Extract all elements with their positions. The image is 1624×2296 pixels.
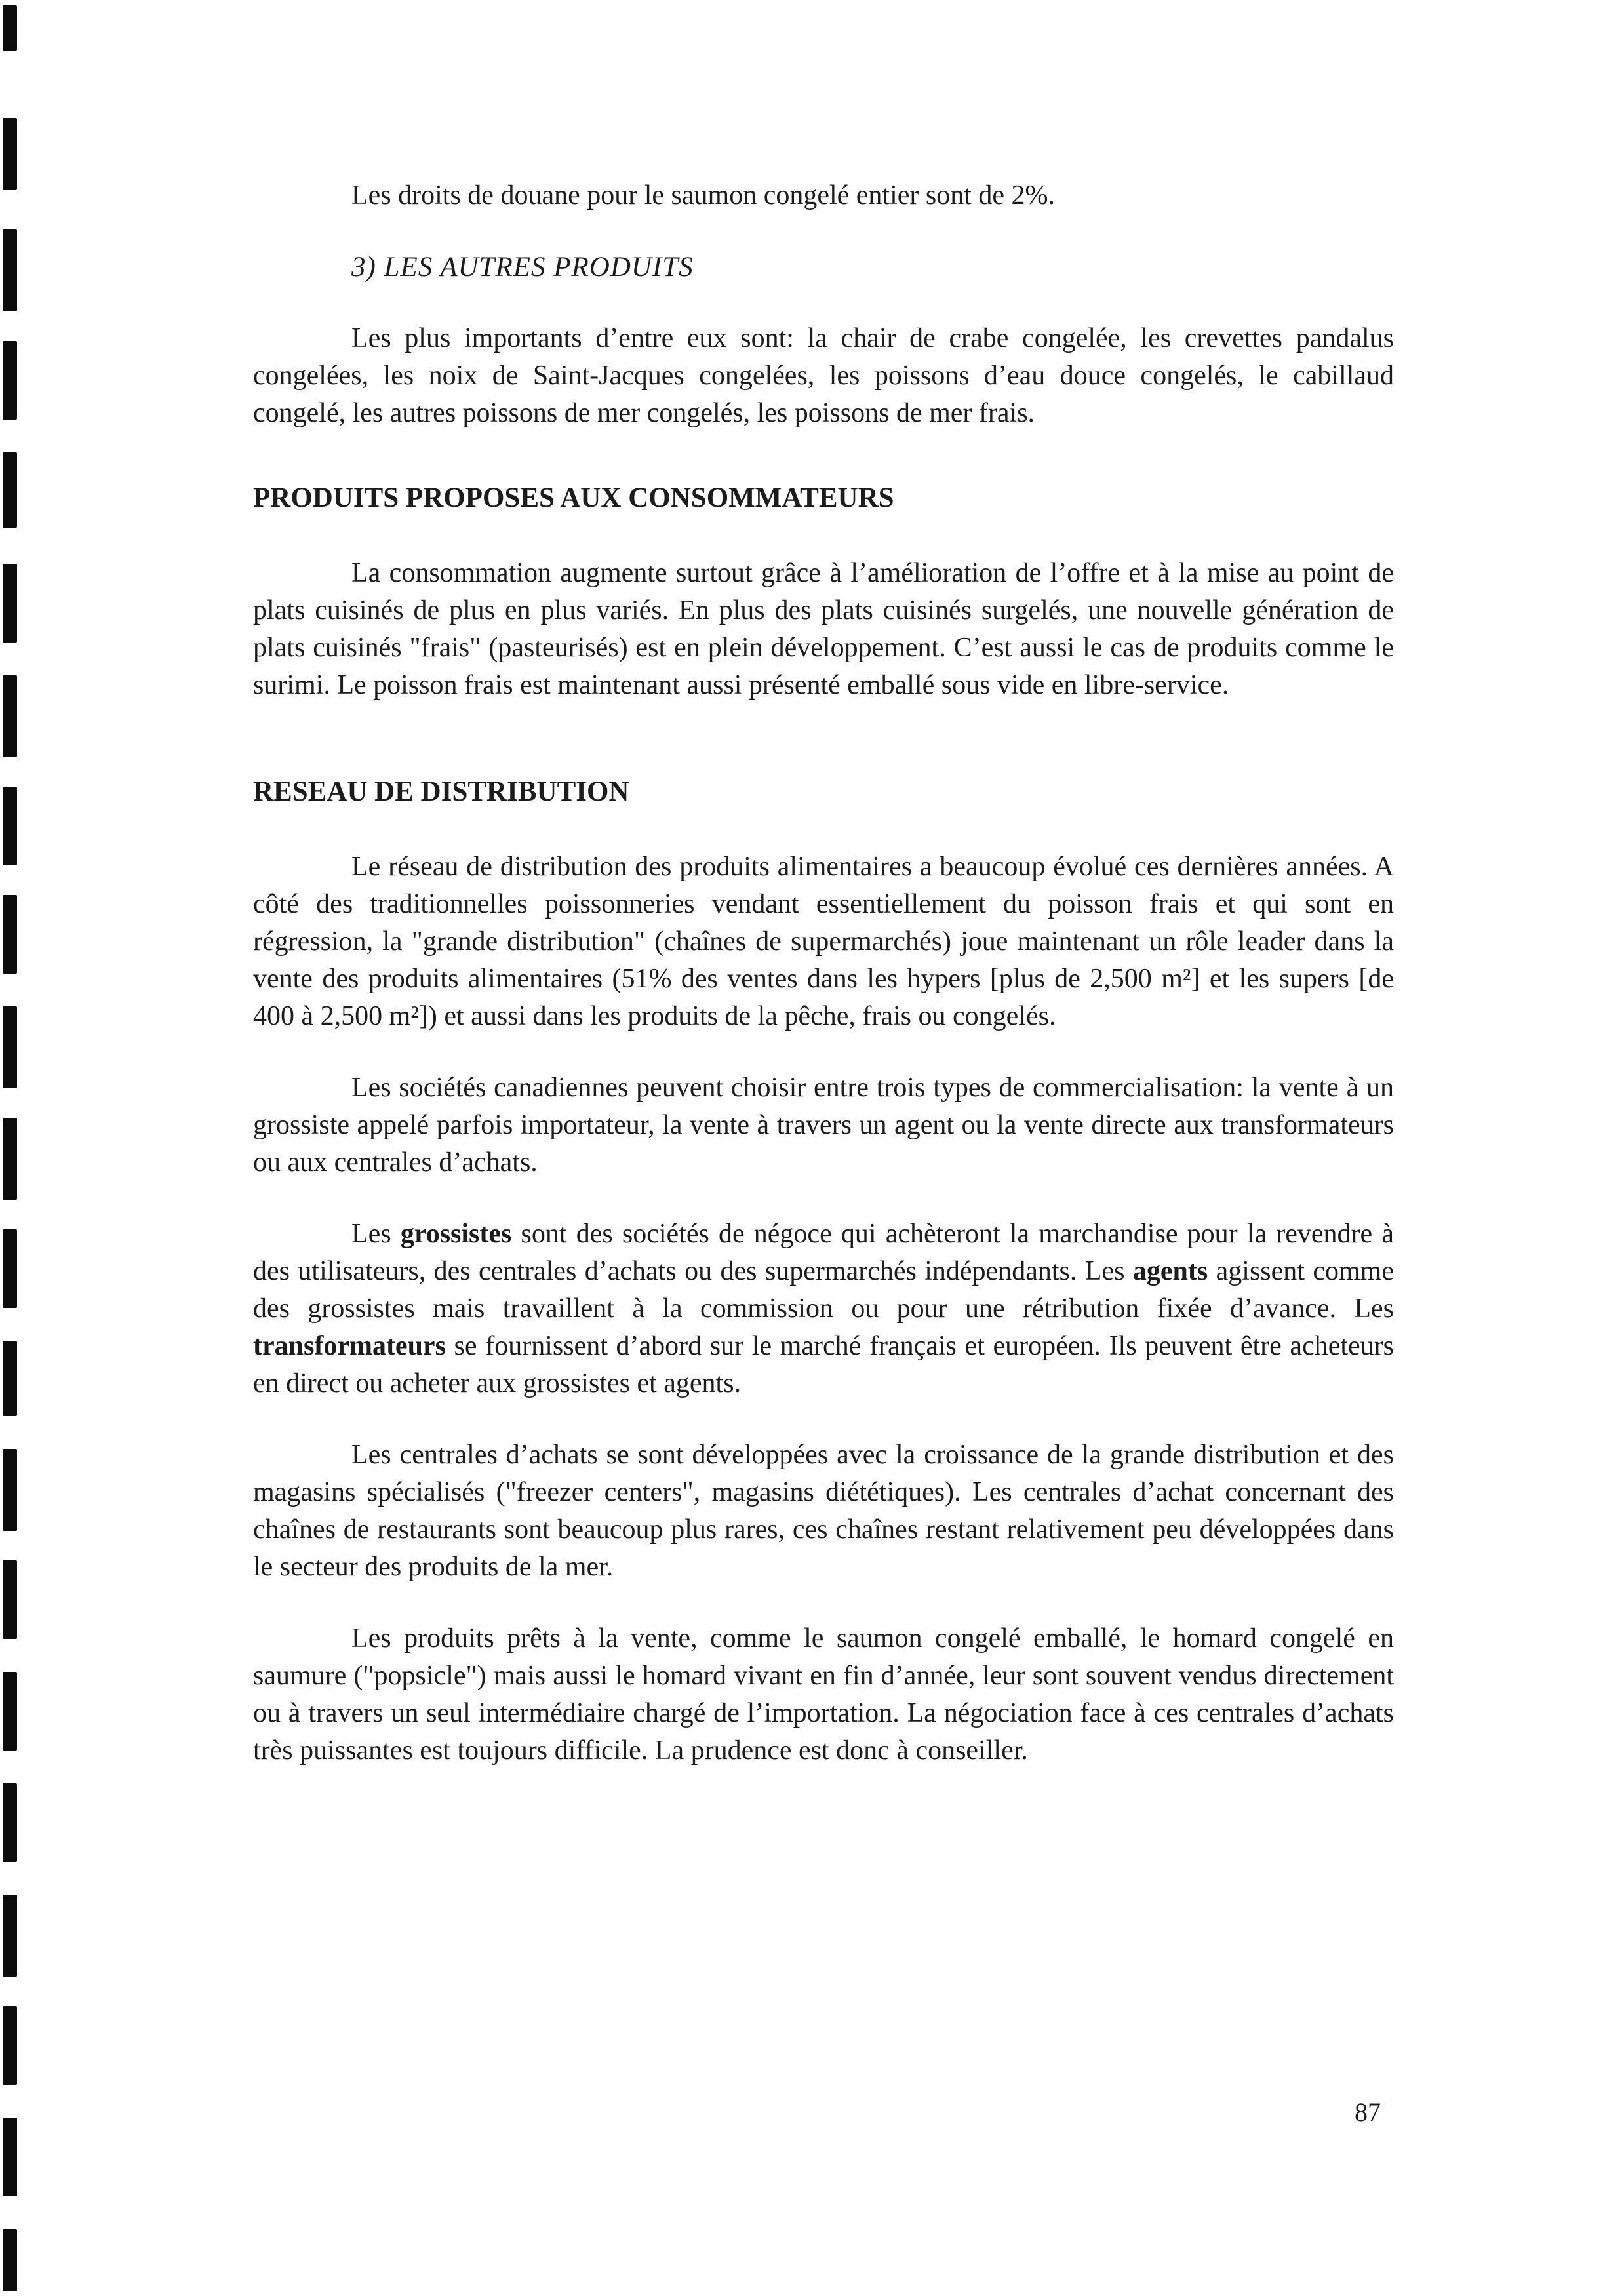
binding-hole [3, 5, 17, 51]
produits-paragraph: La consommation augmente surtout grâce à l’amélioration de l’offre et à la mise au point de plats cuisinés de plus en plus variés. En plus des plats cuisinés surgelés, une nouvelle génération de plats cuisinés "frais" (pasteurisés) est en plein développement. C’est aussi le cas de produits comme le surimi. Le poisson frais est maintenant aussi présenté emballé sous vide en libre-service. [253, 558, 1394, 700]
document-page [253, 177, 1394, 1770]
binding-hole [3, 2229, 17, 2291]
binding-hole [3, 1560, 17, 1639]
binding-hole [3, 229, 17, 311]
binding-hole [3, 2118, 17, 2196]
section-title-produits: PRODUITS PROPOSES AUX CONSOMMATEURS [253, 483, 894, 513]
reseau-paragraph-5: Les produits prêts à la vente, comme le saumon congelé emballé, le homard congelé en saumure ("popsicle") mais aussi le homard vivant en fin d’année, leur sont souvent vendus directement ou à travers un seul intermédiaire chargé de l’importation. La négociation face à ces centrales d’achats très puissantes est toujours difficile. La prudence est donc à conseiller. [253, 1623, 1394, 1766]
binding-hole [3, 118, 17, 190]
binding-hole [3, 1895, 17, 1977]
binding-hole [3, 2006, 17, 2085]
reseau-paragraph-2: Les sociétés canadiennes peuvent choisir entre trois types de commercialisation: la vente à un grossiste appelé parfois importateur, la vente à travers un agent ou la vente directe aux transformateurs ou aux centrales d’achats. [253, 1073, 1394, 1178]
reseau-paragraph-3: Les grossistes sont des sociétés de négoce qui achèteront la marchandise pour la revendre à des utilisateurs, des centrales d’achats ou des supermarchés indépendants. Les agents agissent comme des grossistes mais travaillent à la commission ou pour une rétribution fixée d’avance. Les transformateurs se fournissent d’abord sur le marché français et européen. Ils peuvent être acheteurs en direct ou acheter aux grossistes et agents. [253, 1219, 1394, 1398]
subsection-title: 3) LES AUTRES PRODUITS [351, 252, 694, 283]
binding-hole [3, 564, 17, 643]
binding-hole [3, 1229, 17, 1308]
reseau-paragraph-4: Les centrales d’achats se sont développées avec la croissance de la grande distribution et des magasins spécialisés ("freezer centers", magasins diététiques). Les centrales d’achat concernant des chaînes de restaurants sont beaucoup plus rares, ces chaînes restant relativement peu développées dans le secteur des produits de la mer. [253, 1440, 1394, 1582]
binding-hole [3, 1341, 17, 1416]
binding-hole [3, 1118, 17, 1200]
binding-hole [3, 1449, 17, 1531]
term-transformateurs: transformateurs [253, 1331, 446, 1361]
spiral-binding [0, 0, 52, 2296]
page-number: 87 [1355, 2097, 1381, 2127]
binding-hole [3, 675, 17, 757]
section-title-reseau: RESEAU DE DISTRIBUTION [253, 776, 629, 807]
binding-hole [3, 452, 17, 528]
binding-hole [3, 895, 17, 974]
reseau-paragraph-1: Le réseau de distribution des produits alimentaires a beaucoup évolué ces dernières années. A côté des traditionnelles poissonneries vendant essentiellement du poisson frais et qui sont en régression, la "grande distribution" (chaînes de supermarchés) joue maintenant un rôle leader dans la vente des produits alimentaires (51% des ventes dans les hypers [plus de 2,500 m²] et les supers [de 400 à 2,500 m²]) et aussi dans les produits de la pêche, frais ou congelés. [253, 852, 1394, 1031]
term-grossistes: grossistes [400, 1219, 512, 1249]
binding-hole [3, 1006, 17, 1088]
other-products-paragraph: Les plus importants d’entre eux sont: la chair de crabe congelée, les crevettes pandalus congelées, les noix de Saint-Jacques congelées, les poissons d’eau douce congelés, le cabillaud congelé, les autres poissons de mer congelés, les poissons de mer frais. [253, 323, 1394, 428]
binding-hole [3, 787, 17, 865]
term-agents: agents [1132, 1256, 1208, 1286]
binding-hole [3, 341, 17, 420]
binding-hole [3, 1783, 17, 1862]
binding-hole [3, 1672, 17, 1751]
intro-line: Les droits de douane pour le saumon congelé entier sont de 2%. [351, 180, 1056, 210]
